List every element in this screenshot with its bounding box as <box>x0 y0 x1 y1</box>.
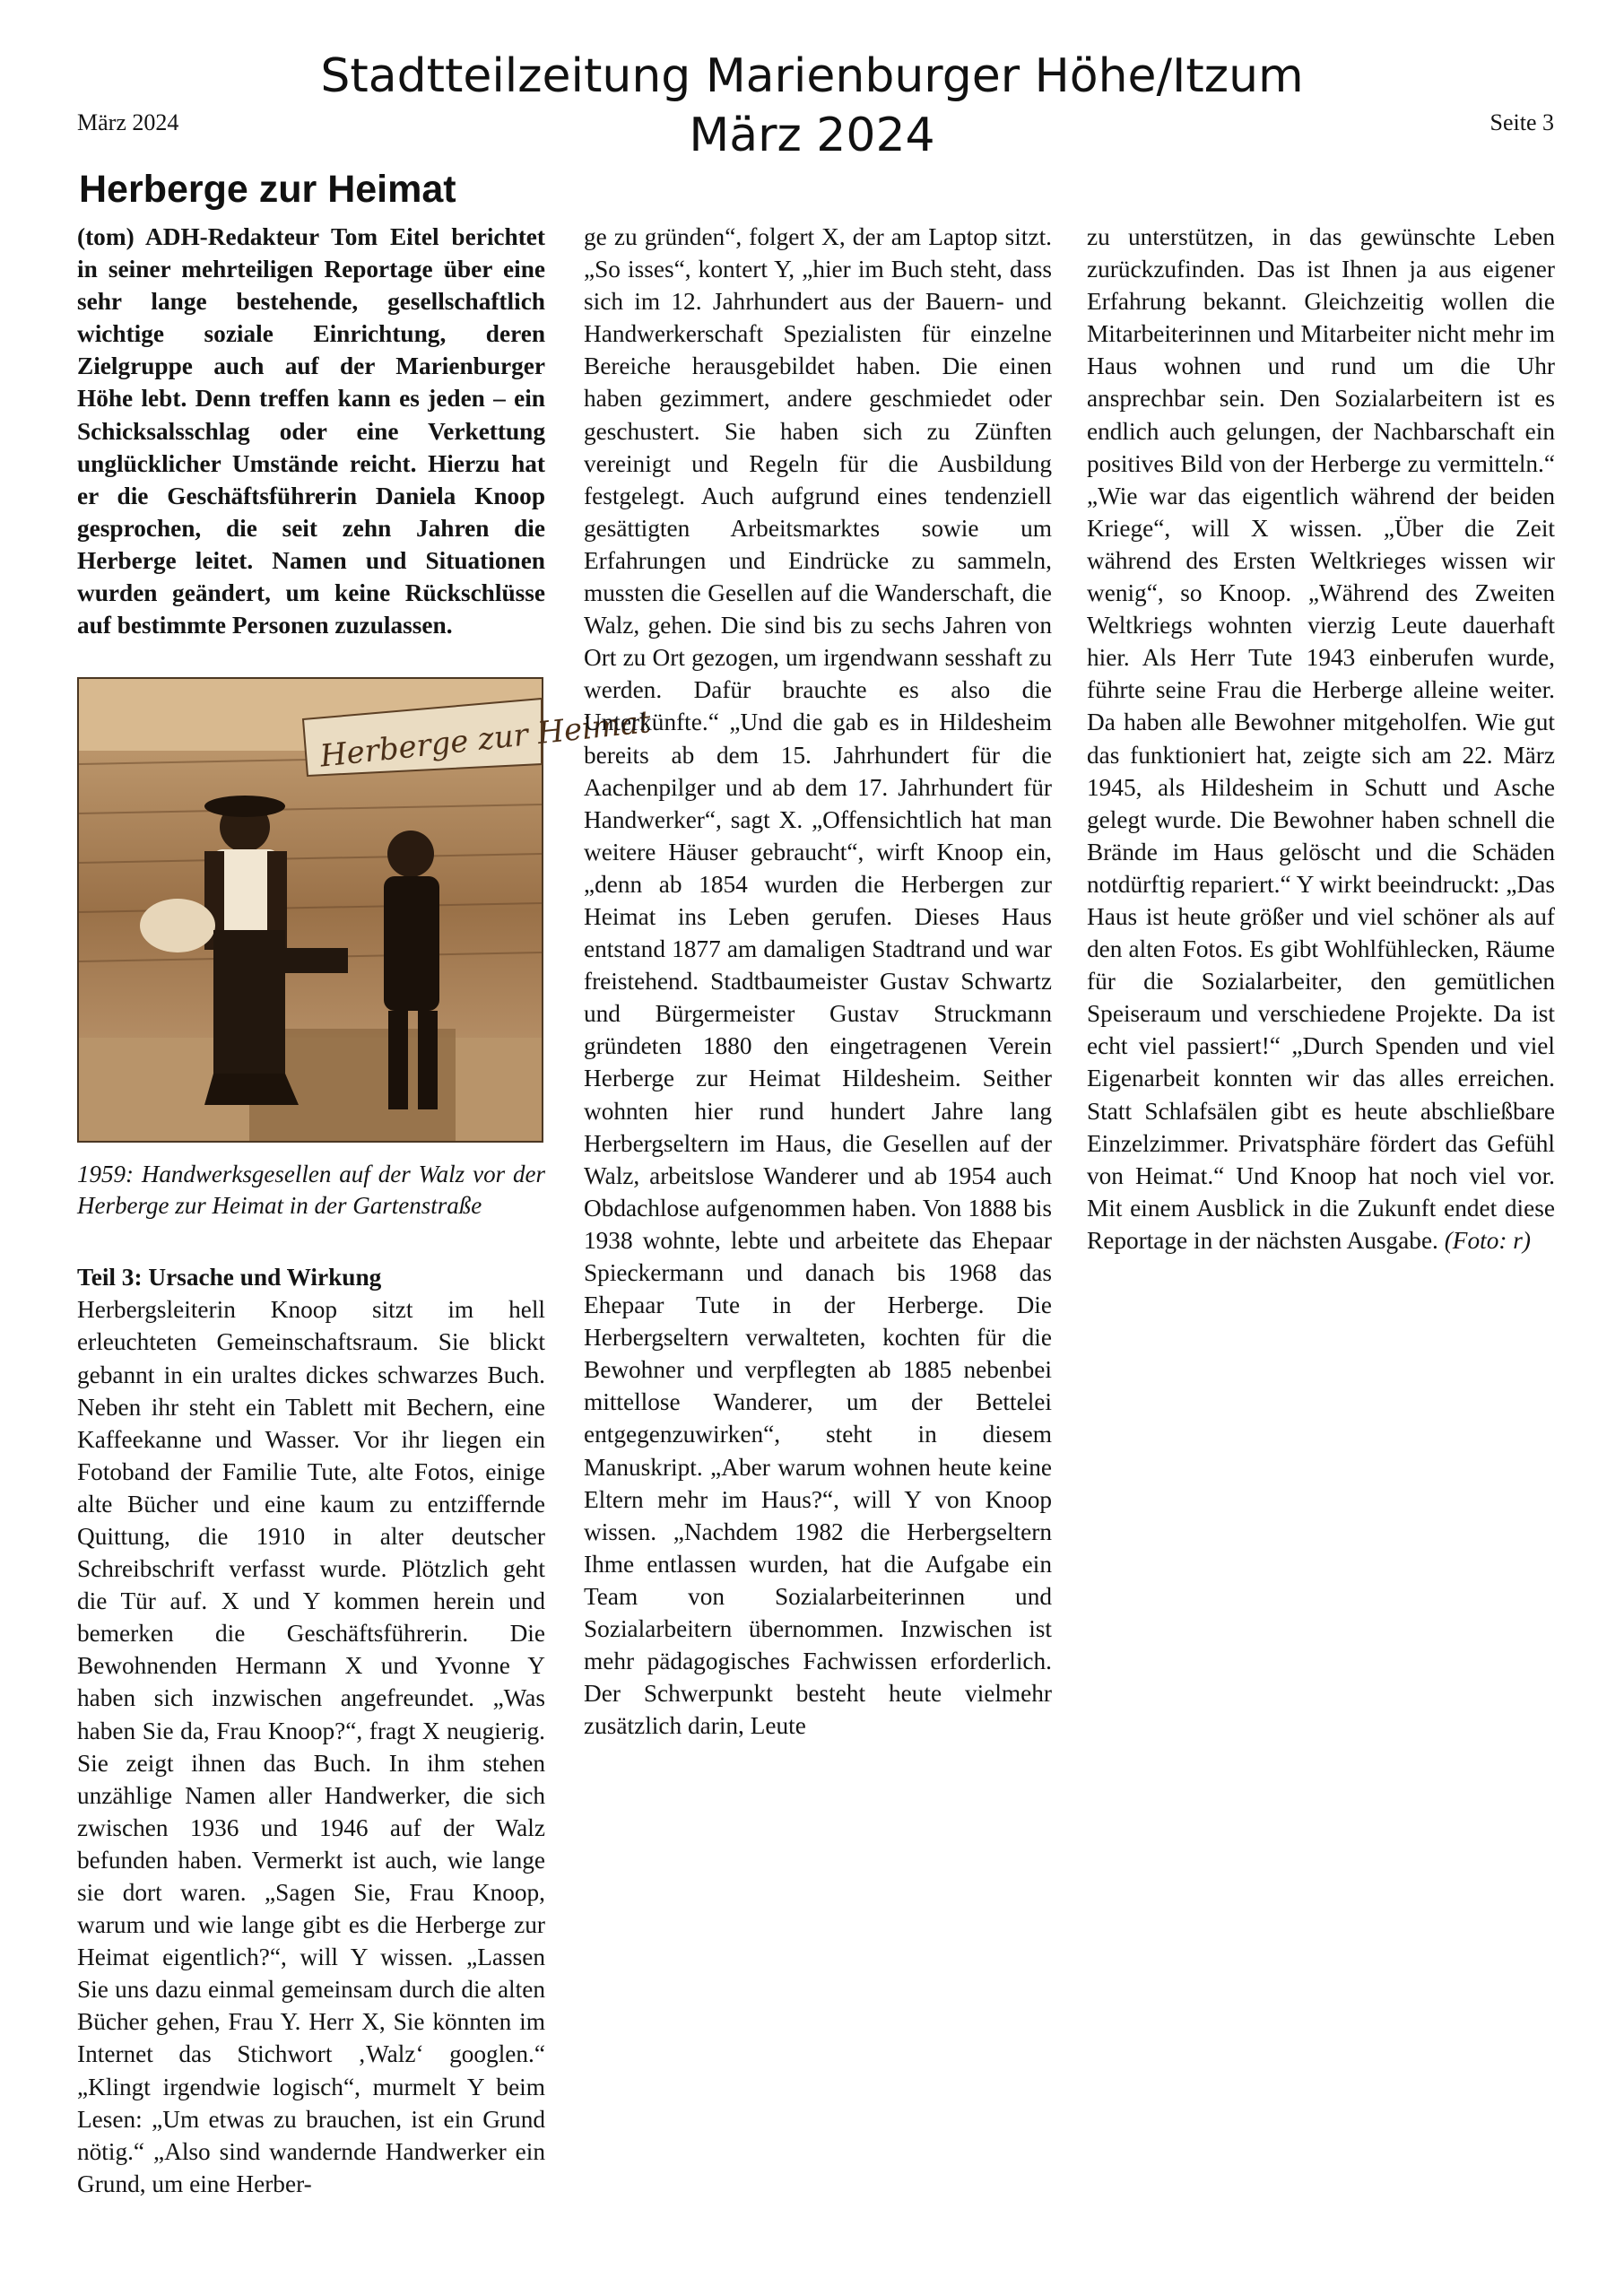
masthead <box>0 47 1624 165</box>
masthead-title: Stadtteilzeitung Marienburger Höhe/Itzum <box>320 49 1304 103</box>
article-headline: Herberge zur Heimat <box>79 168 456 211</box>
article-body-part-1: Herbergsleiterin Knoop sitzt im hell erleuchteten Gemeinschaftsraum. Sie blickt gebannt in ein uraltes dickes schwarzes Buch. Neben ihr steht ein Tablett mit Bechern, eine Kaffeekanne und Wasser. Vor ihr liegen ein Fotoband der Familie Tute, alte Fotos, einige alte Bücher und eine kaum zu entziffernde Quittung, die 1910 in alter deutscher Schreibschrift verfasst wurde. Plötzlich geht die Tür auf. X und Y kommen herein und bemerken die Geschäftsführerin. Die Bewohnenden Hermann X und Yvonne Y haben sich inzwischen angefreundet. „Was haben Sie da, Frau Knoop?“, fragt X neugierig. Sie zeigt ihnen das Buch. In ihm stehen unzählige Namen aller Handwerker, die sich zwischen 1936 und 1946 auf der Walz befunden haben. Vermerkt ist auch, wie lange sie dort waren. „Sagen Sie, Frau Knoop, warum und wie lange gibt es die Herberge zur Heimat eigentlich?“, will Y wissen. „Lassen Sie uns dazu einmal gemeinsam durch die alten Bücher gehen, Frau Y. Herr X, Sie könnten im Internet das Stichwort ‚Walz‘ googlen.“ „Klingt irgendwie logisch“, murmelt Y beim Lesen: „Um etwas zu brauchen, ist ein Grund nötig.“ „Also sind wandernde Handwerker ein Grund, um eine Herber- <box>77 1296 545 2197</box>
page-number: Seite 3 <box>1489 109 1554 135</box>
photo-caption: 1959: Handwerksgesellen auf der Walz vor der Herberge zur Heimat in der Gartenstraße <box>77 1161 545 1220</box>
article-column-3 <box>1087 221 1555 1257</box>
masthead-date: März 2024 <box>689 109 935 162</box>
photo-image <box>79 679 653 1141</box>
article-body-part-3: zu unterstützen, in das gewünschte Leben zurückzufinden. Das ist Ihnen ja aus eigener Erfahrung bekannt. Gleichzeitig wollen die Mitarbeiterinnen und Mitarbeiter nicht mehr im Haus wohnen und rund um die Uhr ansprechbar sein. Den Sozialarbeitern ist es endlich auch gelungen, der Nachbarschaft ein positives Bild von der Herberge zu vermitteln.“ „Wie war das eigentlich während der beiden Kriege“, will X wissen. „Über die Zeit während des Ersten Weltkrieges wissen wir wenig“, so Knoop. „Während des Zweiten Weltkriegs wohnten vierzig Leute dauerhaft hier. Als Herr Tute 1943 einberufen wurde, führte seine Frau die Herberge alleine weiter. Da haben alle Bewohner mitgeholfen. Wie gut das funktioniert hat, zeigte sich am 22. März 1945, als Hildesheim in Schutt und Asche gelegt wurde. Die Bewohner haben schnell die Brände im Haus gelöscht und die Schäden notdürftig repariert.“ Y wirkt beeindruckt: „Das Haus ist heute größer und viel schöner als auf den alten Fotos. Es gibt Wohlfühlecken, Räume für die Sozialarbeiter, den gemütlichen Speiseraum und verschiedene Projekte. Da ist echt viel passiert!“ „Durch Spenden und viel Eigenarbeit konnten wir das alles erreichen. Statt Schlafsälen gibt es heute abschließbare Einzelzimmer. Privatsphäre fördert das Gefühl von Heimat.“ Und Knoop hat noch viel vor. Mit einem Ausblick in die Zukunft endet diese Reportage in der nächsten Ausgabe. <box>1087 223 1555 1254</box>
photo-sign-text: Herberge zur Heimat <box>318 704 653 775</box>
article-lead: (tom) ADH-Redakteur Tom Eitel berichtet in seiner mehrteiligen Reportage über eine sehr lange bestehende, gesellschaftlich wichtige soziale Einrichtung, deren Zielgruppe auch auf der Marienburger Höhe lebt. Denn treffen kann es jeden – ein Schicksalsschlag oder eine Verkettung unglücklicher Umstände reicht. Hierzu hat er die Geschäftsführerin Daniela Knoop gesprochen, die seit zehn Jahren die Herberge leitet. Namen und Situationen wurden geändert, um keine Rückschlüsse auf bestimmte Personen zuzulassen. <box>77 223 545 639</box>
article-photo <box>77 677 653 1143</box>
article-column-1 <box>77 221 653 2200</box>
article-subheading: Teil 3: Ursache und Wirkung <box>77 1264 382 1292</box>
article-column-2 <box>584 221 1052 1742</box>
header-date: März 2024 <box>77 109 179 135</box>
article-body-part-2: ge zu gründen“, folgert X, der am Laptop sitzt. „So isses“, kontert Y, „hier im Buch steht, dass sich im 12. Jahrhundert aus der Bauern- und Handwerkerschaft Spezialisten für einzelne Bereiche herausgebildet haben. Die einen haben gezimmert, andere geschmiedet oder geschustert. Sie haben sich zu Zünften vereinigt und Regeln für die Ausbildung festgelegt. Auch aufgrund eines tendenziell gesättigten Arbeitsmarktes sowie um Erfahrungen und Eindrücke zu sammeln, mussten die Gesellen auf die Wanderschaft, die Walz, gehen. Die sind bis zu sechs Jahren von Ort zu Ort gezogen, um irgendwann sesshaft zu werden. Dafür brauchte es also die Unterkünfte.“ „Und die gab es in Hildesheim bereits ab dem 15. Jahrhundert für die Aachenpilger und ab dem 17. Jahrhundert für Handwerker“, sagt X. „Offensichtlich hat man weitere Häuser gebraucht“, wirft Knoop ein, „denn ab 1854 wurden die Herbergen zur Heimat ins Leben gerufen. Dieses Haus entstand 1877 am damaligen Stadtrand und war freistehend. Stadtbaumeister Gustav Schwartz und Bürgermeister Gustav Struckmann gründeten 1880 den eingetragenen Verein Herberge zur Heimat Hildesheim. Seither wohnten hier rund hundert Jahre lang Herbergseltern im Haus, die Gesellen auf der Walz, arbeitslose Wanderer und ab 1954 auch Obdachlose aufgenommen haben. Von 1888 bis 1938 wohnte, lebte und arbeitete das Ehepaar Spieckermann und danach bis 1968 das Ehepaar Tute in der Herberge. Die Herbergseltern verwalteten, kochten für die Bewohner und verpflegten ab 1885 nebenbei mittellose Wanderer, um der Bettelei entgegenzuwirken“, steht in diesem Manuskript. „Aber warum wohnen heute keine Eltern mehr im Haus?“, will Y von Knoop wissen. „Nachdem 1982 die Herbergseltern Ihme entlassen wurden, hat die Aufgabe ein Team von Sozialarbeiterinnen und Sozialarbeitern übernommen. Inzwischen ist mehr pädagogisches Fachwissen erforderlich. Der Schwerpunkt besteht heute vielmehr zusätzlich darin, Leute <box>584 223 1052 1740</box>
photo-credit: (Foto: r) <box>1444 1226 1531 1254</box>
